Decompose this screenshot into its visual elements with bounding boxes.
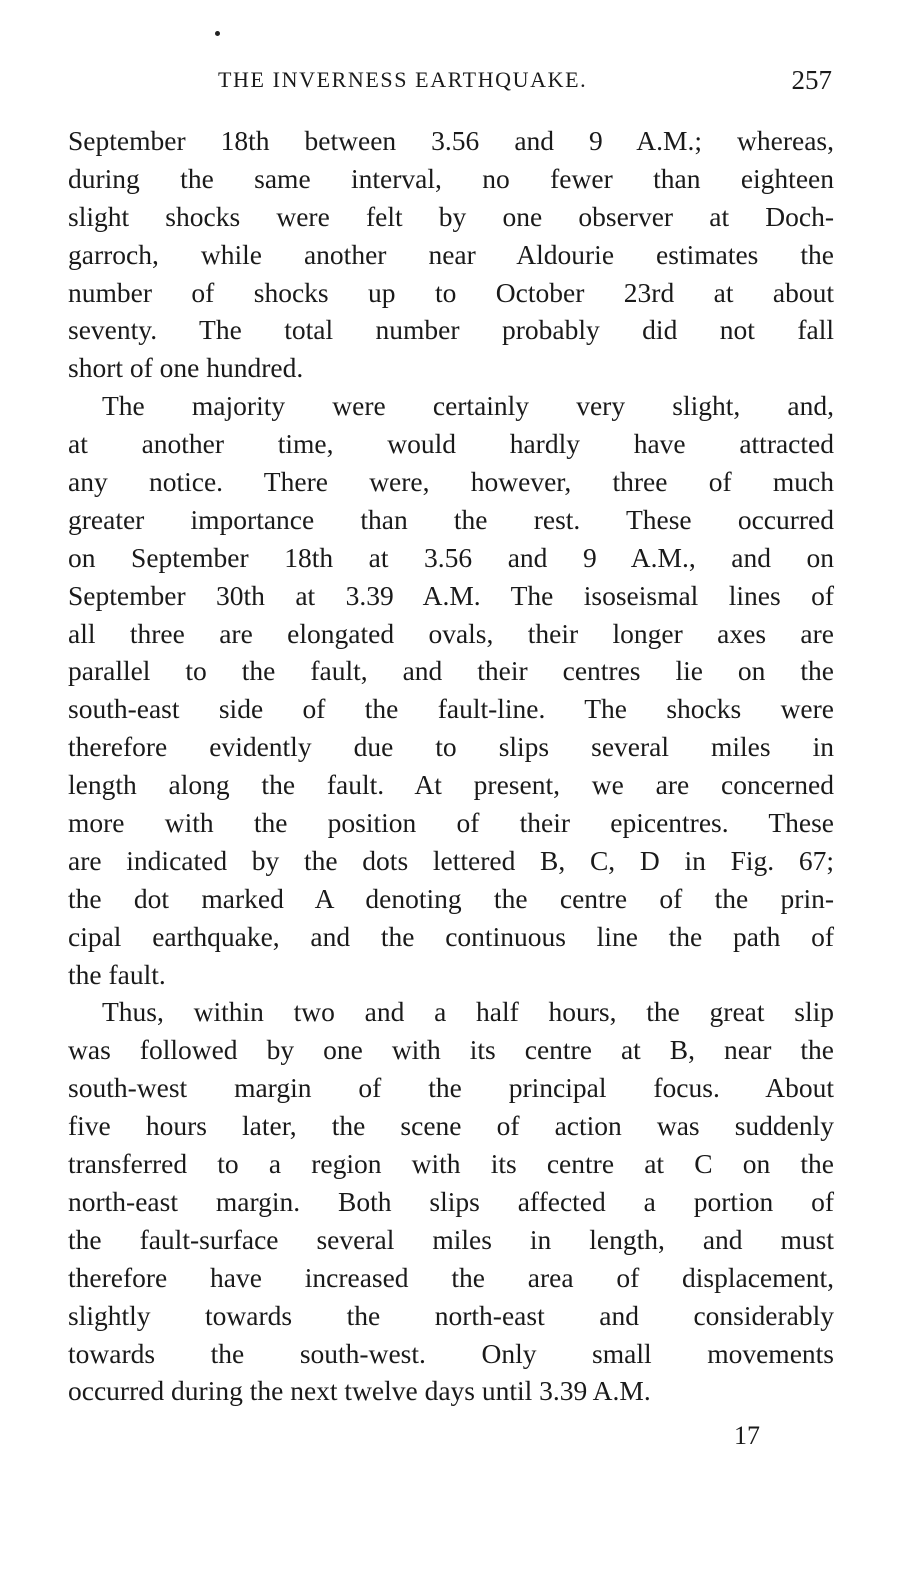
- text-line: are indicated by the dots lettered B, C, D in Fig. 67;: [68, 844, 834, 876]
- text-line: parallel to the fault, and their centres lie on the: [68, 655, 834, 687]
- print-speck: [215, 31, 220, 36]
- text-line: more with the position of their epicentres. These: [68, 807, 834, 839]
- text-line: number of shocks up to October 23rd at about: [68, 276, 834, 308]
- signature-mark: 17: [734, 1421, 760, 1450]
- text-line: transferred to a region with its centre at C on the: [68, 1148, 834, 1180]
- paragraph: [68, 993, 834, 1410]
- text-line: south-east side of the fault-line. The shocks were: [68, 693, 834, 725]
- body-text: [68, 122, 834, 1410]
- running-head: [68, 62, 838, 98]
- text-line: short of one hundred.: [68, 352, 304, 384]
- text-line: during the same interval, no fewer than eighteen: [68, 162, 834, 194]
- page-number: 257: [791, 65, 832, 95]
- text-line: the fault.: [68, 958, 166, 990]
- text-line: on September 18th at 3.56 and 9 A.M., and on: [68, 541, 834, 573]
- text-line: therefore evidently due to slips several miles in: [68, 731, 834, 763]
- text-line: cipal earthquake, and the continuous line the path of: [68, 920, 834, 952]
- text-line: garroch, while another near Aldourie estimates the: [68, 238, 834, 270]
- text-line: therefore have increased the area of displacement,: [68, 1261, 834, 1293]
- text-line: towards the south-west. Only small movements: [68, 1337, 834, 1369]
- text-line: north-east margin. Both slips affected a portion of: [68, 1185, 834, 1217]
- text-line: was followed by one with its centre at B, near the: [68, 1034, 834, 1066]
- text-line: the fault-surface several miles in length, and must: [68, 1223, 834, 1255]
- text-line: all three are elongated ovals, their longer axes are: [68, 617, 834, 649]
- text-line: at another time, would hardly have attracted: [68, 428, 834, 460]
- text-line: Thus, within two and a half hours, the great slip: [102, 996, 834, 1028]
- text-line: slightly towards the north-east and considerably: [68, 1299, 834, 1331]
- text-line: September 30th at 3.39 A.M. The isoseismal lines of: [68, 579, 834, 611]
- paragraph: [68, 122, 834, 387]
- paragraph: [68, 387, 834, 993]
- running-title: THE INVERNESS EARTHQUAKE.: [218, 67, 588, 92]
- text-line: five hours later, the scene of action was suddenly: [68, 1110, 834, 1142]
- text-line: seventy. The total number probably did not fall: [68, 314, 834, 346]
- text-line: south-west margin of the principal focus. About: [68, 1072, 834, 1104]
- text-line: slight shocks were felt by one observer at Doch-: [68, 200, 834, 232]
- text-line: The majority were certainly very slight, and,: [102, 390, 834, 422]
- text-line: length along the fault. At present, we are concerned: [68, 769, 834, 801]
- text-line: the dot marked A denoting the centre of the prin-: [68, 882, 834, 914]
- text-line: September 18th between 3.56 and 9 A.M.; whereas,: [68, 125, 834, 156]
- text-line: greater importance than the rest. These occurred: [68, 503, 834, 535]
- text-line: occurred during the next twelve days until 3.39 A.M.: [68, 1375, 651, 1407]
- text-line: any notice. There were, however, three of much: [68, 466, 834, 498]
